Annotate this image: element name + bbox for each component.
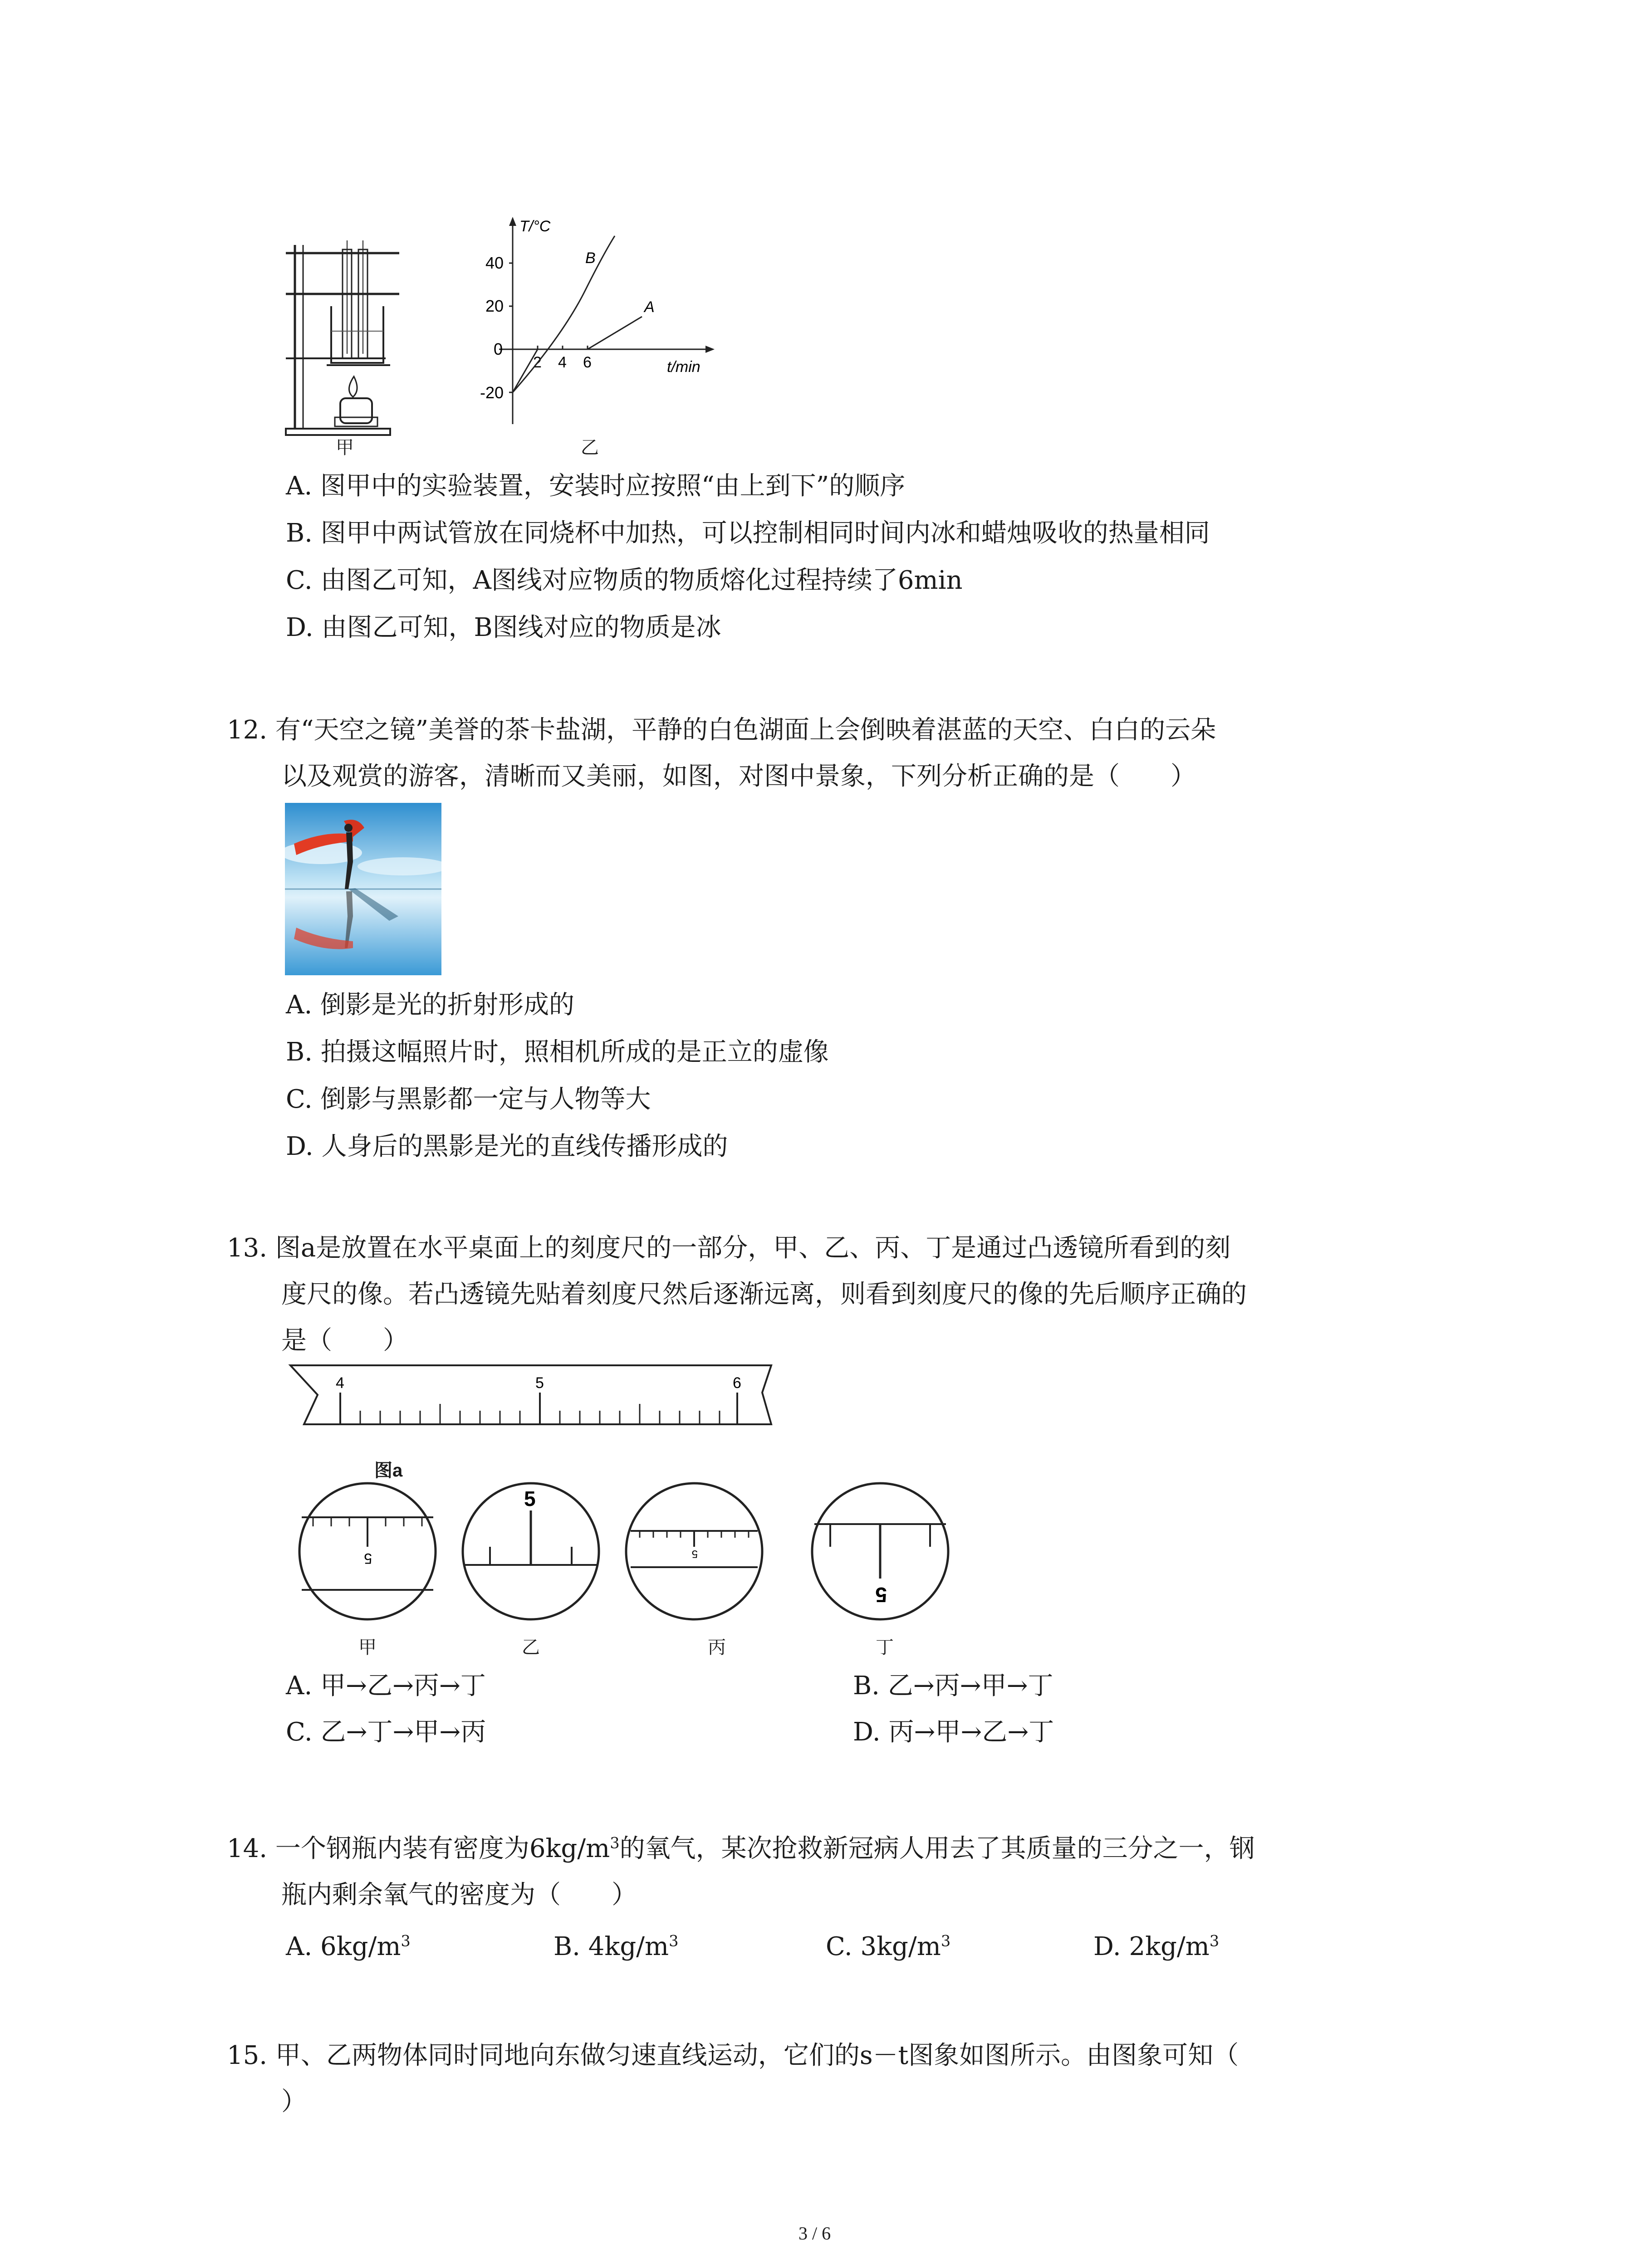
- q12-option-c: C. 倒影与黑影都一定与人物等大: [286, 1085, 651, 1114]
- lens-yi-digit: 5: [524, 1487, 536, 1510]
- q11-option-d: D. 由图乙可知，B图线对应的物质是冰: [286, 613, 721, 642]
- q14-option-d: [1093, 1923, 1219, 1970]
- q13-lens-views: [295, 1479, 962, 1628]
- q12-photo: [285, 803, 441, 975]
- lens-view-ding: [812, 1483, 948, 1619]
- q12-stem-line1: 12. 有“天空之镜”美誉的茶卡盐湖，平静的白色湖面上会倒映着湛蓝的天空、白白的云朵: [227, 715, 1216, 745]
- q14-option-a-label: A. 6kg/m: [286, 1932, 401, 1961]
- q14-stem-part2: 的氧气，某次抢救新冠病人用去了其质量的三分之一，钢: [619, 1834, 1255, 1863]
- q13-ruler-figure: [281, 1356, 780, 1447]
- q12-option-d: D. 人身后的黑影是光的直线传播形成的: [286, 1132, 728, 1161]
- lens-view-yi: [463, 1483, 599, 1619]
- q14-option-d-sup: 3: [1209, 1932, 1220, 1950]
- q11-figure-graph: [472, 213, 726, 435]
- q13-label-ding: 丁: [876, 1637, 894, 1657]
- y-axis-label: T/°C: [519, 218, 551, 235]
- y-tick-40: 40: [485, 254, 504, 272]
- q13-option-c: C. 乙→丁→甲→丙: [286, 1717, 486, 1747]
- q14-stem-line1: [227, 1825, 1255, 1872]
- q13-ruler-caption: 图a: [374, 1461, 403, 1481]
- q13-stem-line1: 13. 图a是放置在水平桌面上的刻度尺的一部分，甲、乙、丙、丁是通过凸透镜所看到的刻: [227, 1233, 1231, 1263]
- ruler-label-6: 6: [733, 1374, 741, 1392]
- x-tick-6: 6: [583, 354, 592, 371]
- q14-option-c: [826, 1923, 950, 1970]
- q12-option-a: A. 倒影是光的折射形成的: [286, 990, 575, 1020]
- q13-label-jia: 甲: [358, 1637, 377, 1657]
- lens-ding-digit: 5: [875, 1583, 887, 1607]
- ruler-label-4: 4: [336, 1374, 344, 1392]
- lens-jia-digit: 5: [364, 1550, 372, 1567]
- line-b-label: B: [585, 249, 596, 267]
- q11-fig-yi-caption: 乙: [581, 438, 599, 458]
- q14-option-d-label: D. 2kg/m: [1093, 1932, 1210, 1961]
- line-a-label: A: [644, 298, 655, 316]
- q13-option-d: D. 丙→甲→乙→丁: [853, 1717, 1054, 1747]
- salt-lake-photo: [285, 803, 441, 975]
- q14-stem-sup: 3: [610, 1834, 620, 1852]
- lens-circles: [295, 1479, 962, 1628]
- q13-stem-line3: 是（ ）: [281, 1326, 408, 1355]
- lens-view-bing: [626, 1483, 762, 1619]
- q15-stem-line1: 15. 甲、乙两物体同时同地向东做匀速直线运动，它们的s－t图象如图所示。由图象可知（: [227, 2041, 1239, 2070]
- x-tick-2: 2: [533, 354, 542, 371]
- q14-stem-line2: 瓶内剩余氧气的密度为（ ）: [281, 1880, 637, 1910]
- q11-option-b: B. 图甲中两试管放在同烧杯中加热，可以控制相同时间内冰和蜡烛吸收的热量相同: [286, 518, 1210, 548]
- apparatus-diagram: [277, 227, 413, 440]
- q12-option-b: B. 拍摄这幅照片时，照相机所成的是正立的虚像: [286, 1037, 829, 1067]
- q13-option-b: B. 乙→丙→甲→丁: [853, 1671, 1053, 1701]
- q14-option-b: [554, 1923, 679, 1970]
- q15-stem-line2: ）: [281, 2087, 307, 2116]
- ruler: [281, 1356, 780, 1447]
- ruler-label-5: 5: [535, 1374, 544, 1392]
- q14-option-b-sup: 3: [669, 1932, 679, 1950]
- line-a: [513, 317, 642, 392]
- y-tick-0: 0: [494, 340, 503, 358]
- q13-label-bing: 丙: [708, 1637, 726, 1657]
- q11-option-c: C. 由图乙可知，A图线对应物质的物质熔化过程持续了6min: [286, 566, 963, 595]
- q13-label-yi: 乙: [522, 1637, 540, 1657]
- q14-option-c-label: C. 3kg/m: [826, 1932, 941, 1961]
- q14-option-c-sup: 3: [941, 1932, 951, 1950]
- q11-fig-jia-caption: 甲: [336, 438, 354, 458]
- q12-stem-line2: 以及观赏的游客，清晰而又美丽，如图，对图中景象，下列分析正确的是（ ）: [281, 762, 1196, 791]
- q13-option-a: A. 甲→乙→丙→丁: [286, 1671, 486, 1701]
- temperature-time-graph: [472, 213, 726, 435]
- q13-stem-line2: 度尺的像。若凸透镜先贴着刻度尺然后逐渐远离，则看到刻度尺的像的先后顺序正确的: [281, 1280, 1247, 1309]
- q14-stem-part1: 14. 一个钢瓶内装有密度为6kg/m: [227, 1834, 610, 1863]
- q14-option-a: [286, 1923, 411, 1970]
- q14-option-b-label: B. 4kg/m: [554, 1932, 669, 1961]
- q14-option-a-sup: 3: [401, 1932, 411, 1950]
- q11-option-a: A. 图甲中的实验装置，安装时应按照“由上到下”的顺序: [286, 471, 906, 501]
- y-tick-20: 20: [485, 297, 504, 315]
- lens-view-jia: [299, 1483, 436, 1619]
- q11-figure-apparatus: [277, 227, 413, 440]
- x-axis-label: t/min: [667, 358, 700, 376]
- y-tick-minus-20: -20: [480, 383, 504, 402]
- lens-bing-digit: 5: [691, 1548, 698, 1560]
- page-number: 3 / 6: [798, 2223, 831, 2244]
- x-tick-4: 4: [558, 354, 567, 371]
